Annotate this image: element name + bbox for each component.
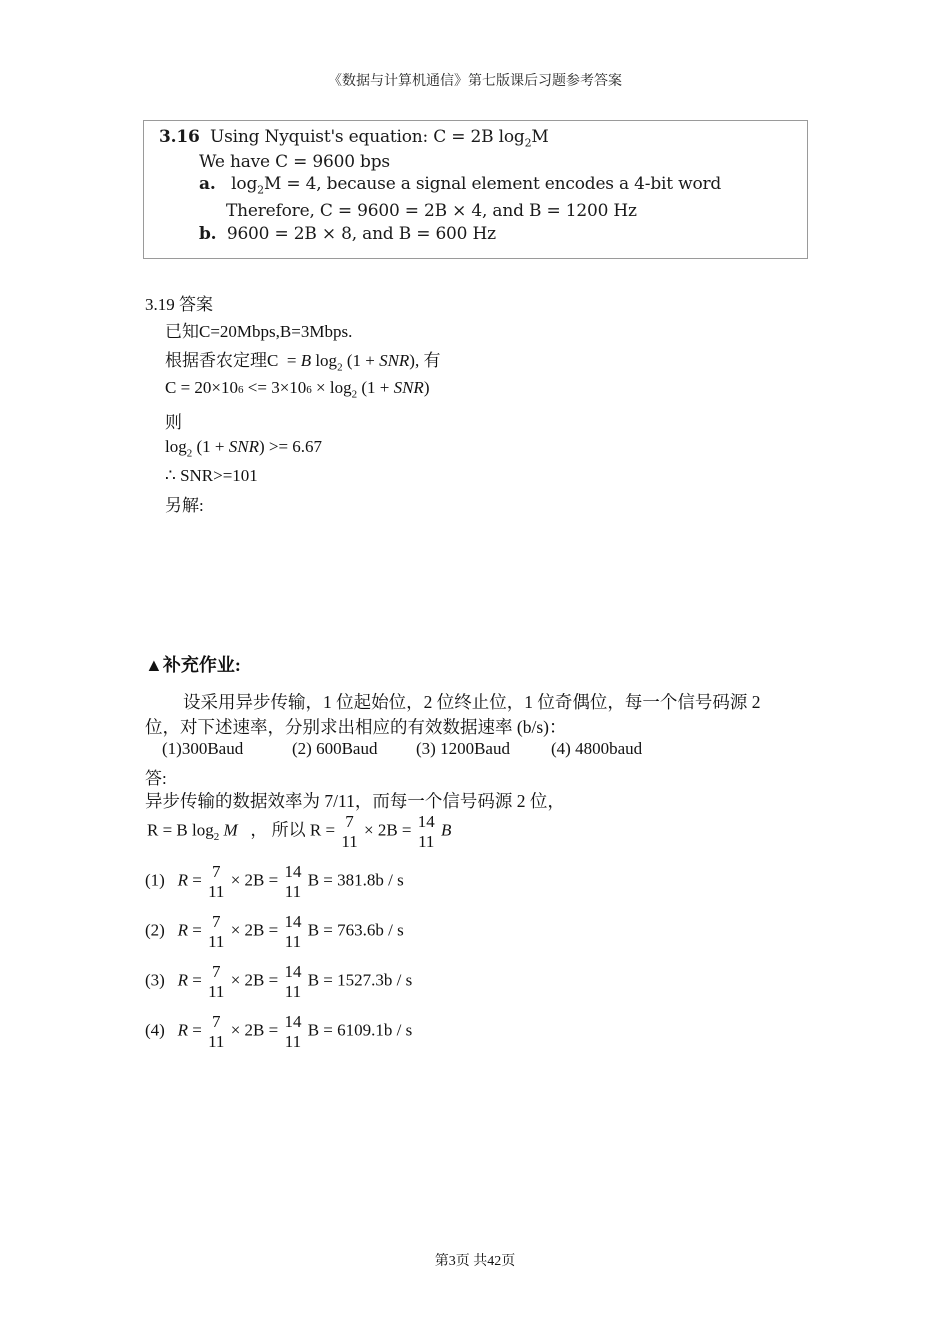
- box-line-b: b. 9600 = 2B × 8, and B = 600 Hz: [199, 224, 496, 244]
- fraction-14-11: 14 11: [284, 1012, 302, 1051]
- result-value: B = 763.6b / s: [307, 920, 404, 940]
- result-value: B = 6109.1b / s: [307, 1020, 413, 1040]
- supplementary-title: ▲补充作业:: [145, 655, 241, 675]
- rate-2: (2) 600Baud: [292, 739, 378, 758]
- alt-solution-label: 另解:: [165, 496, 204, 515]
- fraction-14-11: 14 11: [284, 862, 302, 901]
- given-line: 已知C=20Mbps,B=3Mbps.: [165, 322, 353, 341]
- rate-1: (1)300Baud: [162, 739, 244, 758]
- answer-label: 答:: [145, 769, 167, 788]
- efficiency-line: 异步传输的数据效率为 7/11，而每一个信号码源 2 位，: [145, 791, 565, 811]
- box-line-a: a. $\log_2M = 4$, because a signal element encodes a 4-bit word: [199, 174, 722, 197]
- section-3-19-title: 3.19 答案: [145, 295, 213, 314]
- rate-3: (3) 1200Baud: [416, 739, 510, 758]
- fraction-14-11: 14 11: [284, 962, 302, 1001]
- box-line-2: We have C = 9600 bps: [199, 152, 390, 172]
- problem-text-line-2: 位，对下述速率，分别求出相应的有效数据速率 (b/s)：: [145, 717, 567, 737]
- fraction-14-11: 14 11: [284, 912, 302, 951]
- page-footer: 第3页 共42页: [434, 1254, 516, 1269]
- shannon-line: 根据香农定理C = B $\log_2 (1 + SNR)$, 有: [165, 351, 441, 374]
- fraction-7-11: 7 11: [208, 912, 225, 951]
- rate-formula: R = B $\log_2 M$ ， 所以 R = 7 11 × 2B = 14 11 B: [147, 812, 452, 851]
- then-line: 则: [165, 413, 182, 432]
- result-value: B = 1527.3b / s: [307, 970, 413, 990]
- problem-text-line-1: 设采用异步传输，1 位起始位，2 位终止位，1 位奇偶位，每一个信号码源 2: [183, 692, 761, 712]
- fraction-7-11: 7 11: [208, 862, 225, 901]
- result-value: B = 381.8b / s: [307, 870, 404, 890]
- fraction-14-11: 14 11: [417, 812, 435, 851]
- inequality-line: $C = 20\times 106 <= 3\times 106 \times \log_2 (1 + SNR)$: [165, 378, 430, 401]
- result-row: (4) R = 7 11 × 2B = 14 11 B = 6109.1b / s: [145, 1012, 413, 1051]
- fraction-7-11: 7 11: [341, 812, 358, 851]
- fraction-7-11: 7 11: [208, 962, 225, 1001]
- box-line-1: 3.16 Using Nyquist's equation: C = 2B $\log_2M$: [159, 127, 549, 150]
- rate-4: (4) 4800baud: [551, 739, 643, 758]
- result-row: (1) R = 7 11 × 2B = 14 11 B = 381.8b / s: [145, 862, 404, 901]
- solution-3-16-box: [143, 120, 808, 259]
- log-line: $\log_2 (1 + SNR) >= 6.67$: [165, 437, 323, 460]
- result-row: (2) R = 7 11 × 2B = 14 11 B = 763.6b / s: [145, 912, 404, 951]
- therefore-line: ∴ SNR>=101: [165, 466, 258, 485]
- page-header: 《数据与计算机通信》第七版课后习题参考答案: [328, 74, 622, 89]
- fraction-7-11: 7 11: [208, 1012, 225, 1051]
- result-row: (3) R = 7 11 × 2B = 14 11 B = 1527.3b / s: [145, 962, 413, 1001]
- problem-number: 3.16: [159, 127, 200, 147]
- box-line-a2: Therefore, C = 9600 = 2B × 4, and B = 1200 Hz: [226, 201, 637, 221]
